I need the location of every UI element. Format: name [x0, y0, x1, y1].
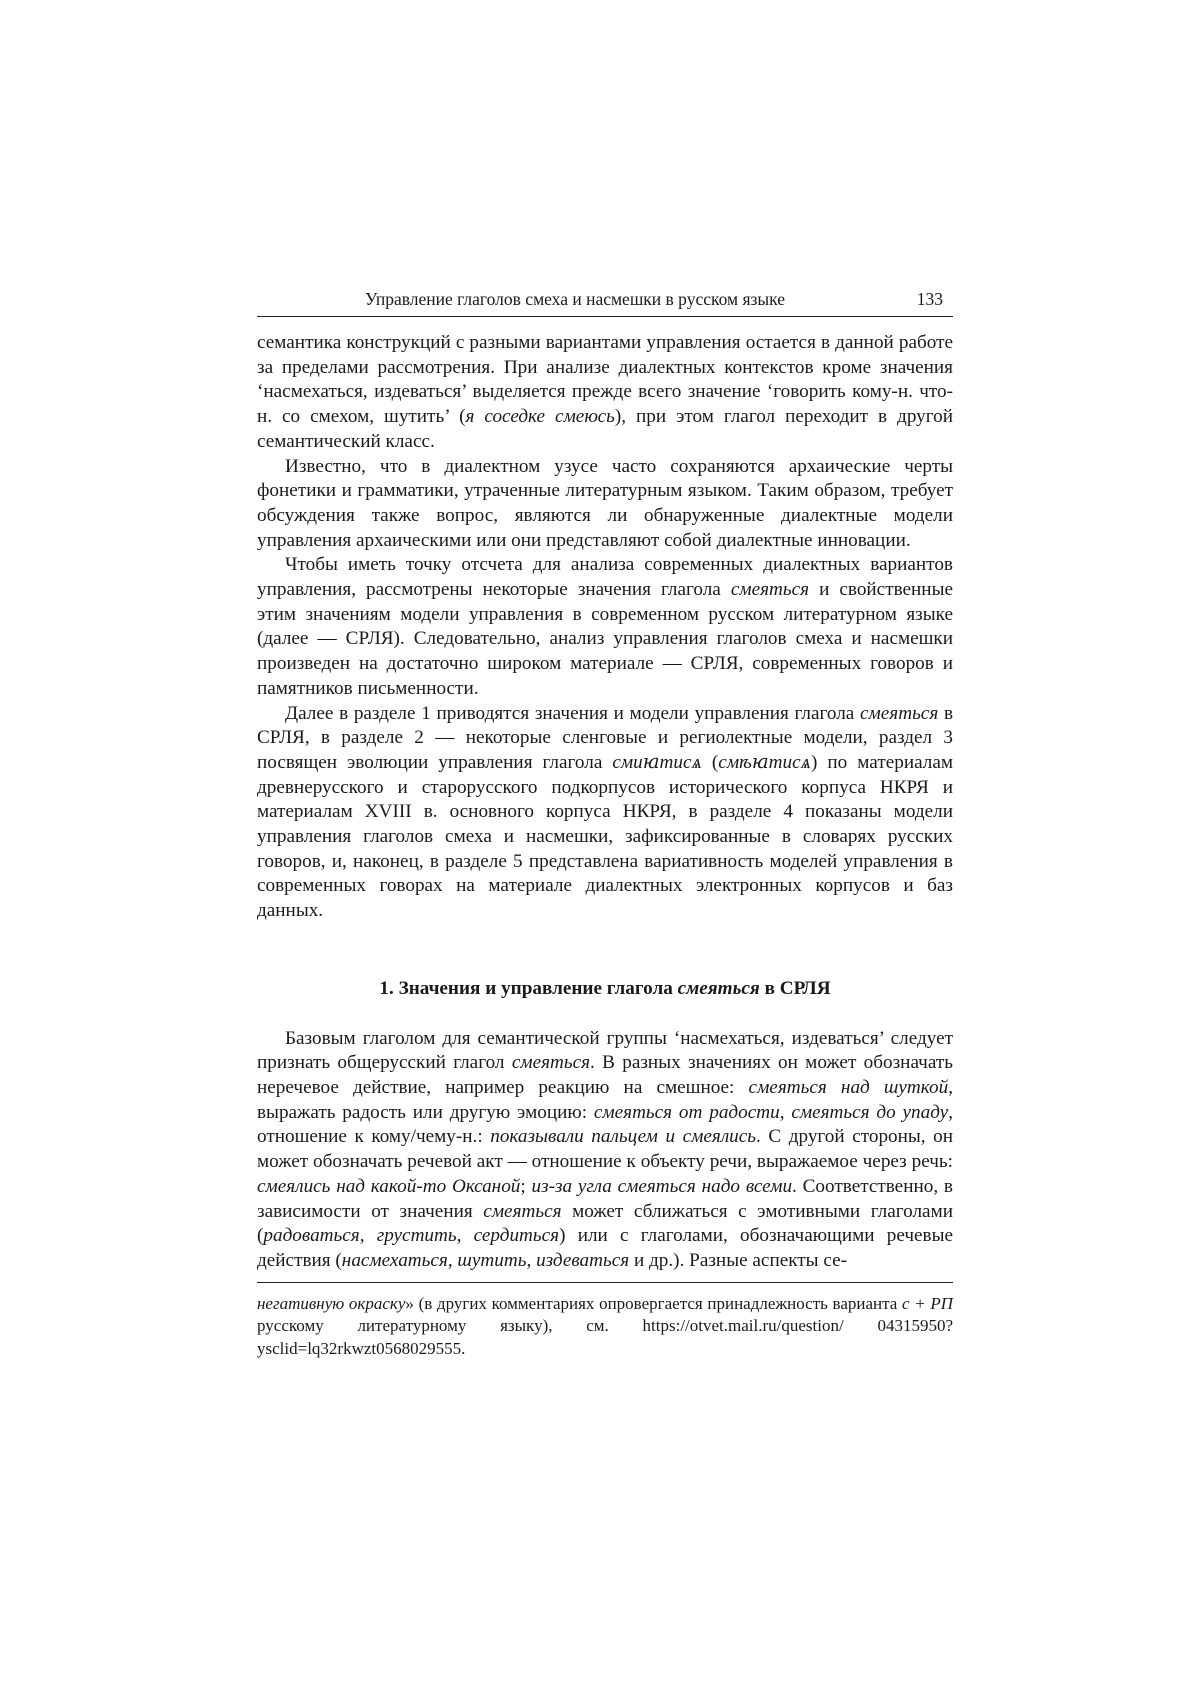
italic-example: смеяться над шуткой — [748, 1076, 949, 1098]
italic-term: смиꙗтисѧ — [612, 751, 702, 773]
text-run: Чтобы иметь точку отсчета для анализа современных диалектных вариантов управления, рассмотрены некоторые значения глагола — [257, 554, 953, 601]
running-head-title: Управление глаголов смеха и насмешки в русском языке — [364, 289, 786, 309]
footnote-divider — [257, 1282, 953, 1283]
text-run: . Соответственно, в зависимости от значения — [257, 1175, 953, 1222]
text-run: ; — [520, 1175, 532, 1197]
italic-term: радоваться — [263, 1225, 360, 1247]
text-run: , выражать радость или другую эмоцию: — [257, 1076, 953, 1123]
page-number: 133 — [916, 289, 943, 309]
text-run: , — [359, 1225, 377, 1247]
italic-example: смеяться до упаду — [791, 1101, 949, 1123]
paragraph-2 — [257, 455, 953, 554]
text-run: и свойственные этим значениям модели управления в современном русском литературном языке (далее — СРЛЯ). Следовательно, анализ управления глаголов смеха и насмешки произведен на достаточно широком материале — СРЛЯ, современных говоров и памятников письменности. — [257, 579, 953, 699]
page — [257, 286, 953, 1360]
text-run: семантика конструкций с разными вариантами управления остается в данной работе за пределами рассмотрения. При анализе диалектных контекстов кроме значения ‘насмехаться, издеваться’ выделяется прежде всего значение ‘говорить кому-н. что-н. со смехом, шутить’ ( — [257, 332, 953, 428]
text-run: ), при этом глагол переходит в другой семантический класс. — [257, 406, 954, 452]
text-run: ( — [701, 751, 719, 773]
text-run: ) или с глаголами, обозначающими речевые действия ( — [257, 1225, 953, 1271]
italic-example: показывали пальцем и смеялись — [490, 1126, 757, 1148]
text-run: , — [779, 1101, 792, 1123]
paragraph-4 — [257, 702, 953, 924]
italic-term: насмехаться — [341, 1249, 448, 1271]
italic-term: смеяться — [483, 1200, 562, 1222]
italic-term: издеваться — [536, 1249, 630, 1271]
footnote-text: русскому литературному языку), см. https://otvet.mail.ru/question/ 04315950?ysclid=lq32rkwzt0568029555. — [257, 1316, 953, 1358]
text-run: ) по материалам древнерусского и старорусского подкорпусов исторического корпуса НКРЯ и материалам XVIII в. основного корпуса НКРЯ, в разделе 4 показаны модели управления глаголов смеха и насмешки, зафиксированные в словарях русских говоров, и, наконец, в разделе 5 представлена вариативность моделей управления в современных говорах на материале диалектных электронных корпусов и баз данных. — [257, 751, 954, 922]
italic-term: смеяться — [730, 579, 810, 601]
text-run: в СРЛЯ, в разделе 2 — некоторые сленговые и региолектные модели, раздел 3 посвящен эволюции управления глагола — [257, 702, 953, 773]
text-run: , — [447, 1249, 458, 1271]
body-text — [257, 331, 953, 1274]
text-run: Далее в разделе 1 приводятся значения и модели управления глагола — [285, 702, 861, 724]
paragraph-1 — [257, 331, 953, 455]
italic-term: грустить — [376, 1225, 457, 1247]
text-run: , отношение к кому/чему-н.: — [257, 1101, 953, 1148]
heading-text: в СРЛЯ — [759, 977, 831, 999]
italic-example: из-за угла смеяться надо всеми — [531, 1175, 793, 1197]
italic-example: смеяться от радости — [593, 1101, 780, 1123]
footnote-italic: негативную окраску — [257, 1293, 406, 1313]
paragraph-3 — [257, 553, 953, 701]
text-run: . С другой стороны, он может обозначать речевой акт — отношение к объекту речи, выражаемое через речь: — [257, 1126, 954, 1173]
footnote-text: » (в других комментариях опровергается принадлежность варианта — [405, 1293, 902, 1313]
running-head — [257, 286, 953, 317]
text-run: , — [456, 1225, 474, 1247]
italic-example: я соседке смеюсь — [465, 406, 615, 428]
text-run: Базовым глаголом для семантической группы ‘насмехаться, издеваться’ следует признать общерусский глагол — [257, 1027, 953, 1074]
text-run: Известно, что в диалектном узусе часто сохраняются архаические черты фонетики и грамматики, утраченные литературным языком. Таким образом, требует обсуждения также вопрос, являются ли обнаруженные диалектные модели управления архаическими или они представляют собой диалектные инновации. — [257, 455, 953, 551]
footnote — [257, 1293, 953, 1361]
paragraph-5 — [257, 1027, 953, 1274]
section-heading — [257, 977, 953, 1002]
text-run: . В разных значениях он может обозначать неречевое действие, например реакцию на смешное: — [257, 1052, 953, 1098]
italic-term: смеяться — [511, 1052, 591, 1074]
italic-term: шутить — [457, 1249, 527, 1271]
heading-text: 1. Значения и управление глагола — [379, 977, 678, 999]
italic-term: сердиться — [473, 1225, 560, 1247]
italic-example: смеялись над какой-то Оксаной — [257, 1175, 521, 1197]
italic-term: смеяться — [860, 702, 939, 724]
italic-term: смѣꙗтисѧ — [718, 751, 812, 773]
text-run: может сближаться с эмотивными глаголами ( — [257, 1200, 953, 1247]
text-run: и др.). Разные аспекты се- — [629, 1249, 848, 1271]
text-run: , — [526, 1249, 537, 1271]
footnote-italic: с + РП — [902, 1293, 954, 1313]
heading-italic: смеяться — [677, 977, 760, 999]
